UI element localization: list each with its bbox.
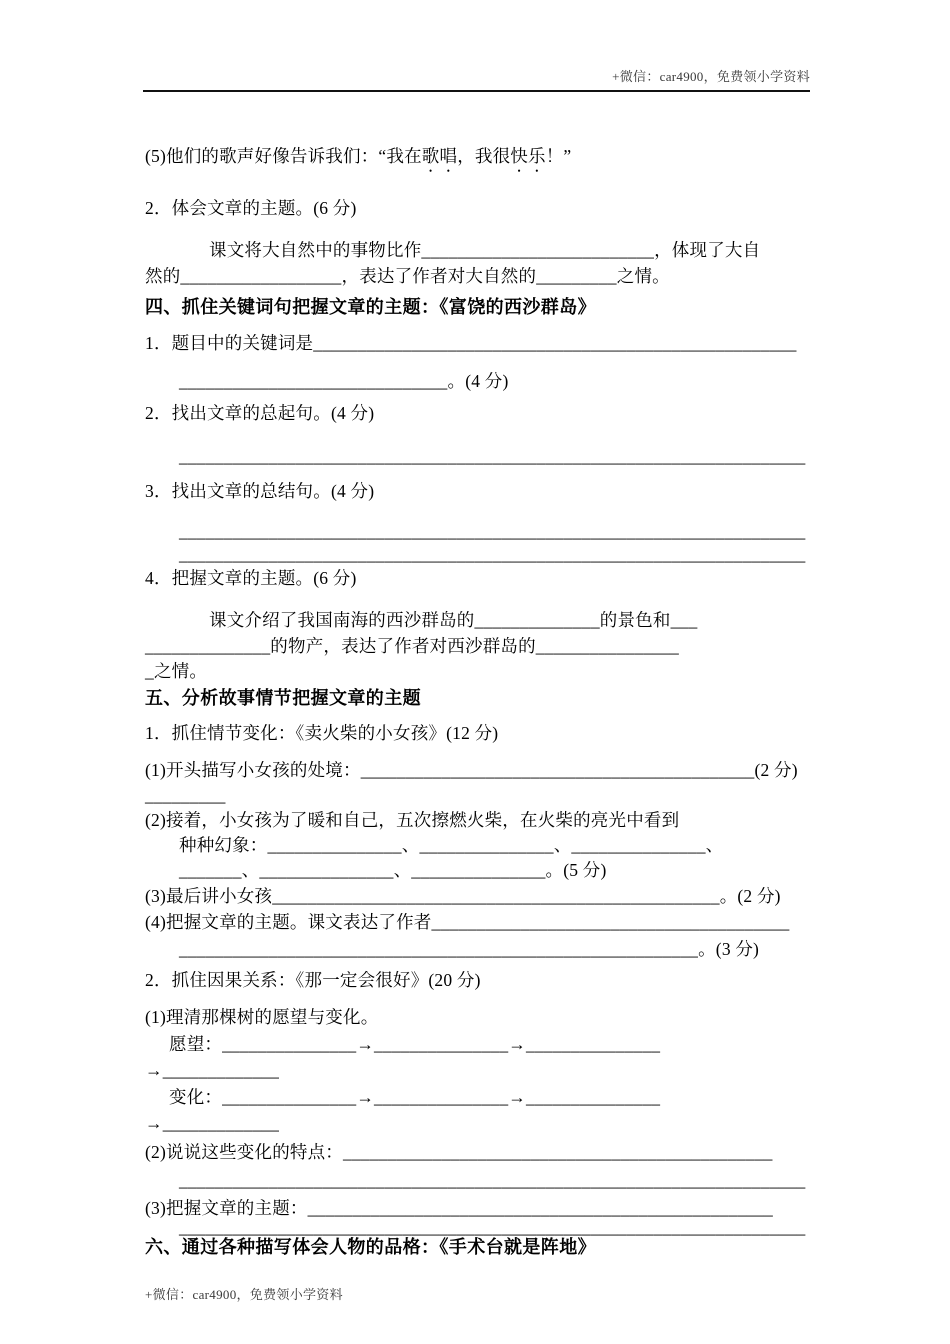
q5-1-item1: (1)开头描写小女孩的处境：____________________________________________(2 分) — [145, 760, 798, 780]
q4-4-fill-text-line3: _之情。 — [145, 661, 208, 681]
change-sequence-line: 变化：_______________→_______________→_______________ — [169, 1087, 661, 1107]
q4-4-fill-text-line1: 课文介绍了我国南海的西沙群岛的______________的景色和___ — [209, 610, 698, 630]
q4-4-title: 4．把握文章的主题。(6 分) — [145, 568, 357, 588]
q5-2-item3: (3)把握文章的主题：____________________________________________________ — [145, 1198, 774, 1218]
q5-2-item1: (1)理清那棵树的愿望与变化。 — [145, 1007, 379, 1027]
q5-1-item4: (4)把握文章的主题。课文表达了作者________________________________________ — [145, 912, 790, 932]
header-wechat-note: +微信：car4900，免费领小学资料 — [612, 69, 810, 84]
blank-line: ______________________________________________________________________ — [179, 544, 806, 564]
q4-4-fill-text-line2: ______________的物产，表达了作者对西沙群岛的________________ — [145, 636, 679, 656]
q5-1-item2-line2: 种种幻象：_______________、_______________、_______________、 — [179, 835, 724, 855]
emphasized-word: 歌唱 — [421, 146, 458, 166]
sentence-text: ，我很 — [457, 146, 511, 166]
q5-1-item2-line1: (2)接着，小女孩为了暖和自己，五次擦燃火柴，在火柴的亮光中看到 — [145, 810, 680, 830]
blank-line: ______________________________________________________________________ — [179, 1170, 806, 1190]
q5-1-item4-continuation: __________________________________________________________。(3 分) — [179, 939, 760, 959]
q5-1-title: 1．抓住情节变化：《卖火柴的小女孩》(12 分) — [145, 723, 499, 743]
section-5-heading: 五、分析故事情节把握文章的主题 — [145, 688, 421, 708]
q5-1-item2-line3: _______、_______________、_______________。(5 分) — [179, 860, 607, 880]
section-6-heading: 六、通过各种描写体会人物的品格：《手术台就是阵地》 — [145, 1237, 596, 1257]
blank-line: ______________________________________________________________________ — [179, 1217, 806, 1237]
blank-line: ______________________________________________________________________ — [179, 521, 806, 541]
item-5-example-sentence — [145, 143, 820, 176]
wish-sequence-line: 愿望：_______________→_______________→_______________ — [169, 1034, 661, 1054]
q2-fill-text-line2: 然的__________________，表达了作者对大自然的_________之情。 — [145, 266, 670, 286]
q2-title: 2．体会文章的主题。(6 分) — [145, 198, 357, 218]
q2-fill-text-line1: 课文将大自然中的事物比作__________________________，体现了大自 — [209, 240, 761, 260]
q4-1-keyword-line: 1．题目中的关键词是______________________________________________________ — [145, 333, 797, 353]
emphasized-word: 快乐 — [510, 146, 546, 166]
q5-1-item3: (3)最后讲小女孩__________________________________________________。(2 分) — [145, 886, 781, 906]
sentence-text: (5)他们的歌声好像告诉我们：“我在 — [145, 146, 422, 166]
section-4-heading: 四、抓住关键词句把握文章的主题：《富饶的西沙群岛》 — [145, 297, 596, 317]
header-rule — [143, 90, 810, 92]
blank-line: ______________________________________________________________________ — [179, 446, 806, 466]
q4-2-title: 2．找出文章的总起句。(4 分) — [145, 403, 375, 423]
change-sequence-continuation: →_____________ — [145, 1113, 280, 1133]
footer-wechat-note: +微信：car4900，免费领小学资料 — [145, 1287, 343, 1302]
q4-3-title: 3．找出文章的总结句。(4 分) — [145, 481, 375, 501]
q5-2-item2: (2)说说这些变化的特点：________________________________________________ — [145, 1142, 773, 1162]
sentence-text: ！” — [545, 146, 572, 166]
q5-2-title: 2．抓住因果关系：《那一定会很好》(20 分) — [145, 970, 481, 990]
blank-continuation: _________ — [145, 785, 226, 805]
q4-1-blank-continuation: ______________________________。(4 分) — [179, 371, 509, 391]
wish-sequence-continuation: →_____________ — [145, 1060, 280, 1080]
